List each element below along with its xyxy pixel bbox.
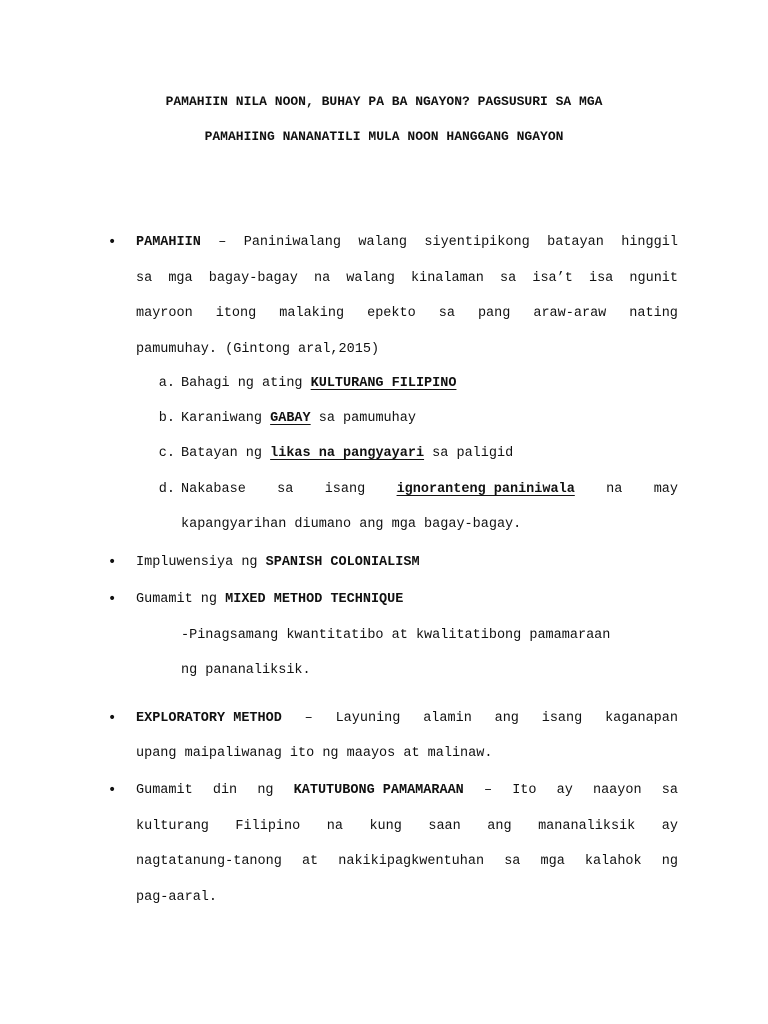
sub-item-d-line-1 <box>181 482 678 497</box>
word: Layuning <box>335 711 401 726</box>
sub-item-b-emphasis: GABAY <box>270 411 311 426</box>
word: – <box>304 711 313 726</box>
sec3-note-line-2: ng pananaliksik. <box>181 663 311 678</box>
word: kulturang <box>136 819 209 834</box>
word: kalahok <box>584 854 642 869</box>
sec1-line-2 <box>136 271 678 286</box>
word: isang <box>541 711 583 726</box>
word: Nakabase <box>181 482 246 497</box>
word: nagtatanung-tanong <box>136 854 282 869</box>
word: na <box>313 271 331 286</box>
sec3-note-line-1: -Pinagsamang kwantitatibo at kwalitatibong pamamaraan <box>181 628 611 643</box>
word: at <box>301 854 319 869</box>
sec2-emphasis: SPANISH COLONIALISM <box>265 555 420 570</box>
word: na <box>326 819 343 834</box>
sec4-line-1 <box>136 711 678 726</box>
sub-item-d-line-2: kapangyarihan diumano ang mga bagay-bagay. <box>181 517 522 532</box>
list-marker-b: b. <box>158 411 175 426</box>
word: may <box>653 482 678 497</box>
sub-item-b-text: Karaniwang <box>181 411 271 426</box>
sub-item-c <box>181 446 513 461</box>
word: hinggil <box>621 235 678 250</box>
sec1-line-3 <box>136 306 678 321</box>
sec5-line-3 <box>136 854 678 869</box>
list-marker-c: c. <box>158 446 175 461</box>
word: ang <box>487 819 512 834</box>
sub-item-d-emphasis: ignoranteng paniniwala <box>396 482 575 497</box>
document-title-line-2: PAMAHIING NANANATILI MULA NOON HANGGANG NGAYON <box>204 129 564 144</box>
word: isang <box>324 482 366 497</box>
sub-item-b <box>181 411 416 426</box>
sub-item-a-text: Bahagi ng ating <box>181 376 311 391</box>
word: kaganapan <box>605 711 678 726</box>
sub-item-c-text: Batayan ng <box>181 446 271 461</box>
word: Ito <box>512 783 537 798</box>
sec3-line <box>136 592 403 607</box>
word: batayan <box>547 235 604 250</box>
sub-item-a-emphasis: KULTURANG FILIPINO <box>310 376 457 391</box>
word: alamin <box>423 711 472 726</box>
list-marker-d: d. <box>158 482 175 497</box>
sub-item-b-text-end: sa pamumuhay <box>310 411 416 426</box>
bullet-icon: • <box>108 782 117 798</box>
word: sa <box>136 271 153 286</box>
bullet-icon: • <box>108 554 117 570</box>
word: kung <box>369 819 402 834</box>
word: malaking <box>279 306 345 321</box>
word: mananaliksik <box>538 819 636 834</box>
word: ng <box>257 783 274 798</box>
word: – <box>218 235 227 250</box>
document-title-line-1: PAMAHIIN NILA NOON, BUHAY PA BA NGAYON? PAGSUSURI SA MGA <box>165 94 603 109</box>
sec5-line-2 <box>136 819 678 834</box>
word: bagay-bagay <box>208 271 298 286</box>
sec1-term: PAMAHIIN <box>136 235 201 250</box>
sec1-line-1 <box>136 235 678 250</box>
word: sa <box>661 783 678 798</box>
list-marker-a: a. <box>158 376 175 391</box>
sec5-emphasis: KATUTUBONG PAMAMARAAN <box>293 783 464 798</box>
word: walang <box>358 235 407 250</box>
sec3-text: Gumamit ng <box>136 592 226 607</box>
word: isa <box>588 271 614 286</box>
sub-item-c-emphasis: likas na pangyayari <box>270 446 425 461</box>
bullet-icon: • <box>108 234 117 250</box>
word: kinalaman <box>411 271 484 286</box>
word: sa <box>277 482 294 497</box>
sec4-line-2: upang maipaliwanag ito ng maayos at malinaw. <box>136 746 493 761</box>
word: siyentipikong <box>424 235 530 250</box>
word: epekto <box>367 306 416 321</box>
word: itong <box>215 306 257 321</box>
word: Filipino <box>235 819 301 834</box>
word: nakikipagkwentuhan <box>338 854 485 869</box>
word: Paniniwalang <box>243 235 341 250</box>
word: mayroon <box>136 306 193 321</box>
word: naayon <box>592 783 642 798</box>
sub-item-c-text-end: sa paligid <box>424 446 514 461</box>
sub-item-a <box>181 376 456 391</box>
word: saan <box>428 819 461 834</box>
sec5-line-4: pag-aaral. <box>136 890 218 905</box>
word: pang <box>477 306 511 321</box>
word: sa <box>500 271 517 286</box>
sec4-term: EXPLORATORY METHOD <box>136 711 282 726</box>
sec2-text: Impluwensiya ng <box>136 555 266 570</box>
word: – <box>483 783 493 798</box>
word: Gumamit <box>136 783 193 798</box>
word: ay <box>556 783 573 798</box>
sec3-emphasis: MIXED METHOD TECHNIQUE <box>225 592 404 607</box>
sec5-line-1 <box>136 783 678 798</box>
word: ang <box>494 711 519 726</box>
word: nating <box>629 306 678 321</box>
word: walang <box>346 271 395 286</box>
word: mga <box>540 854 565 869</box>
word: ay <box>661 819 678 834</box>
word: araw-araw <box>533 306 607 321</box>
word: sa <box>438 306 455 321</box>
word: mga <box>168 271 193 286</box>
word: na <box>606 482 623 497</box>
word: ngunit <box>629 271 678 286</box>
sec2-line <box>136 555 420 570</box>
word: din <box>212 783 238 798</box>
word: isa’t <box>532 271 573 286</box>
bullet-icon: • <box>108 710 117 726</box>
word: sa <box>504 854 521 869</box>
word: ng <box>661 854 678 869</box>
bullet-icon: • <box>108 591 117 607</box>
sec1-line-4: pamumuhay. (Gintong aral,2015) <box>136 342 380 357</box>
